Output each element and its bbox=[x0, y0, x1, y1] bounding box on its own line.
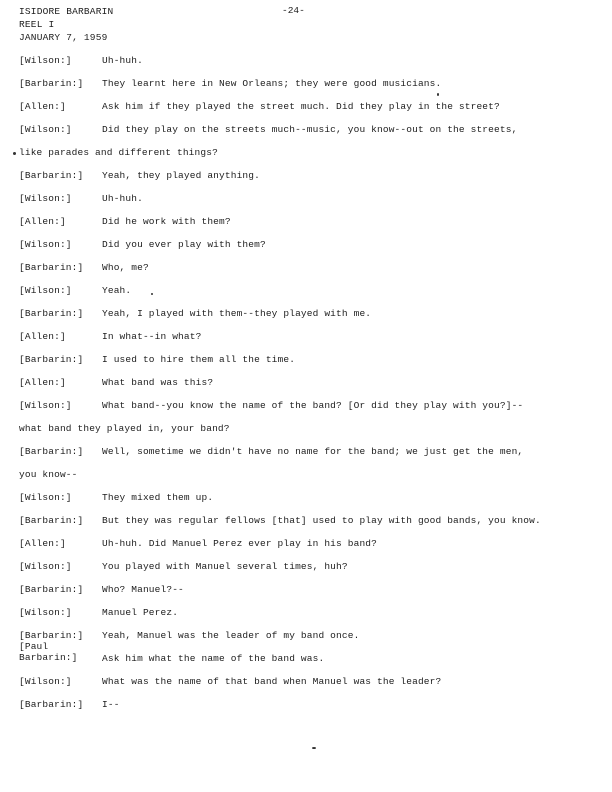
utterance-text: Yeah. bbox=[102, 285, 132, 296]
utterance-continuation: you know-- bbox=[19, 469, 78, 480]
speaker-label: [Barbarin:] bbox=[19, 699, 84, 710]
document-header bbox=[19, 5, 113, 44]
utterance-text: What band was this? bbox=[102, 377, 214, 388]
utterance-text: Ask him what the name of the band was. bbox=[102, 653, 325, 664]
utterance-text: Who? Manuel?-- bbox=[102, 584, 184, 595]
ink-speck bbox=[13, 152, 16, 155]
utterance-text: Yeah, Manuel was the leader of my band once. bbox=[102, 630, 360, 641]
speaker-label: [Barbarin:] bbox=[19, 308, 84, 319]
speaker-label: [Wilson:] bbox=[19, 193, 72, 204]
utterance-text: Who, me? bbox=[102, 262, 149, 273]
utterance-text: They learnt here in New Orleans; they were good musicians. bbox=[102, 78, 442, 89]
speaker-label: [Wilson:] bbox=[19, 607, 72, 618]
utterance-text: But they was regular fellows [that] used to play with good bands, you know. bbox=[102, 515, 541, 526]
header-name: ISIDORE BARBARIN bbox=[19, 6, 114, 17]
speaker-label: [Barbarin:] bbox=[19, 515, 84, 526]
speaker-label: [Wilson:] bbox=[19, 676, 72, 687]
utterance-text: Uh-huh. Did Manuel Perez ever play in his band? bbox=[102, 538, 377, 549]
speaker-label: [Barbarin:] bbox=[19, 262, 84, 273]
speaker-label: [Wilson:] bbox=[19, 239, 72, 250]
speaker-label: [Barbarin:] bbox=[19, 170, 84, 181]
speaker-label bbox=[19, 641, 78, 663]
speaker-label: [Barbarin:] bbox=[19, 78, 84, 89]
utterance-text: Yeah, they played anything. bbox=[102, 170, 260, 181]
speaker-label: [Allen:] bbox=[19, 216, 66, 227]
utterance-text: Uh-huh. bbox=[102, 193, 143, 204]
utterance-text: Manuel Perez. bbox=[102, 607, 179, 618]
utterance-continuation: what band they played in, your band? bbox=[19, 423, 230, 434]
utterance-text: I-- bbox=[102, 699, 120, 710]
speaker-label: [Wilson:] bbox=[19, 124, 72, 135]
speaker-label: [Barbarin:] bbox=[19, 584, 84, 595]
page-number: -24- bbox=[282, 5, 305, 16]
speaker-label: [Wilson:] bbox=[19, 55, 72, 66]
utterance-text: I used to hire them all the time. bbox=[102, 354, 296, 365]
speaker-label: [Allen:] bbox=[19, 377, 66, 388]
utterance-text: What was the name of that band when Manuel was the leader? bbox=[102, 676, 442, 687]
speaker-label: [Allen:] bbox=[19, 331, 66, 342]
utterance-text: Uh-huh. bbox=[102, 55, 143, 66]
speaker-label: [Allen:] bbox=[19, 538, 66, 549]
utterance-text: Did they play on the streets much--music, you know--out on the streets, bbox=[102, 124, 518, 135]
speaker-label: [Allen:] bbox=[19, 101, 66, 112]
speaker-label-line: [Paul bbox=[19, 641, 49, 652]
utterance-text: In what--in what? bbox=[102, 331, 202, 342]
header-date: JANUARY 7, 1959 bbox=[19, 32, 108, 43]
utterance-text: Yeah, I played with them--they played with me. bbox=[102, 308, 372, 319]
utterance-text: What band--you know the name of the band? [Or did they play with you?]-- bbox=[102, 400, 524, 411]
speaker-label: [Barbarin:] bbox=[19, 354, 84, 365]
speaker-label: [Wilson:] bbox=[19, 400, 72, 411]
speaker-label-line: Barbarin:] bbox=[19, 652, 78, 663]
utterance-text: Well, sometime we didn't have no name for the band; we just get the men, bbox=[102, 446, 524, 457]
utterance-text: Ask him if they played the street much. Did they play in the street? bbox=[102, 101, 500, 112]
ink-speck bbox=[437, 93, 439, 96]
utterance-continuation: like parades and different things? bbox=[19, 147, 218, 158]
ink-speck bbox=[312, 747, 316, 749]
utterance-text: Did you ever play with them? bbox=[102, 239, 266, 250]
speaker-label: [Barbarin:] bbox=[19, 630, 84, 641]
speaker-label: [Barbarin:] bbox=[19, 446, 84, 457]
utterance-text: Did he work with them? bbox=[102, 216, 231, 227]
ink-speck bbox=[151, 293, 153, 295]
speaker-label: [Wilson:] bbox=[19, 285, 72, 296]
utterance-text: You played with Manuel several times, huh? bbox=[102, 561, 348, 572]
speaker-label: [Wilson:] bbox=[19, 561, 72, 572]
speaker-label: [Wilson:] bbox=[19, 492, 72, 503]
utterance-text: They mixed them up. bbox=[102, 492, 214, 503]
header-reel: REEL I bbox=[19, 19, 55, 30]
